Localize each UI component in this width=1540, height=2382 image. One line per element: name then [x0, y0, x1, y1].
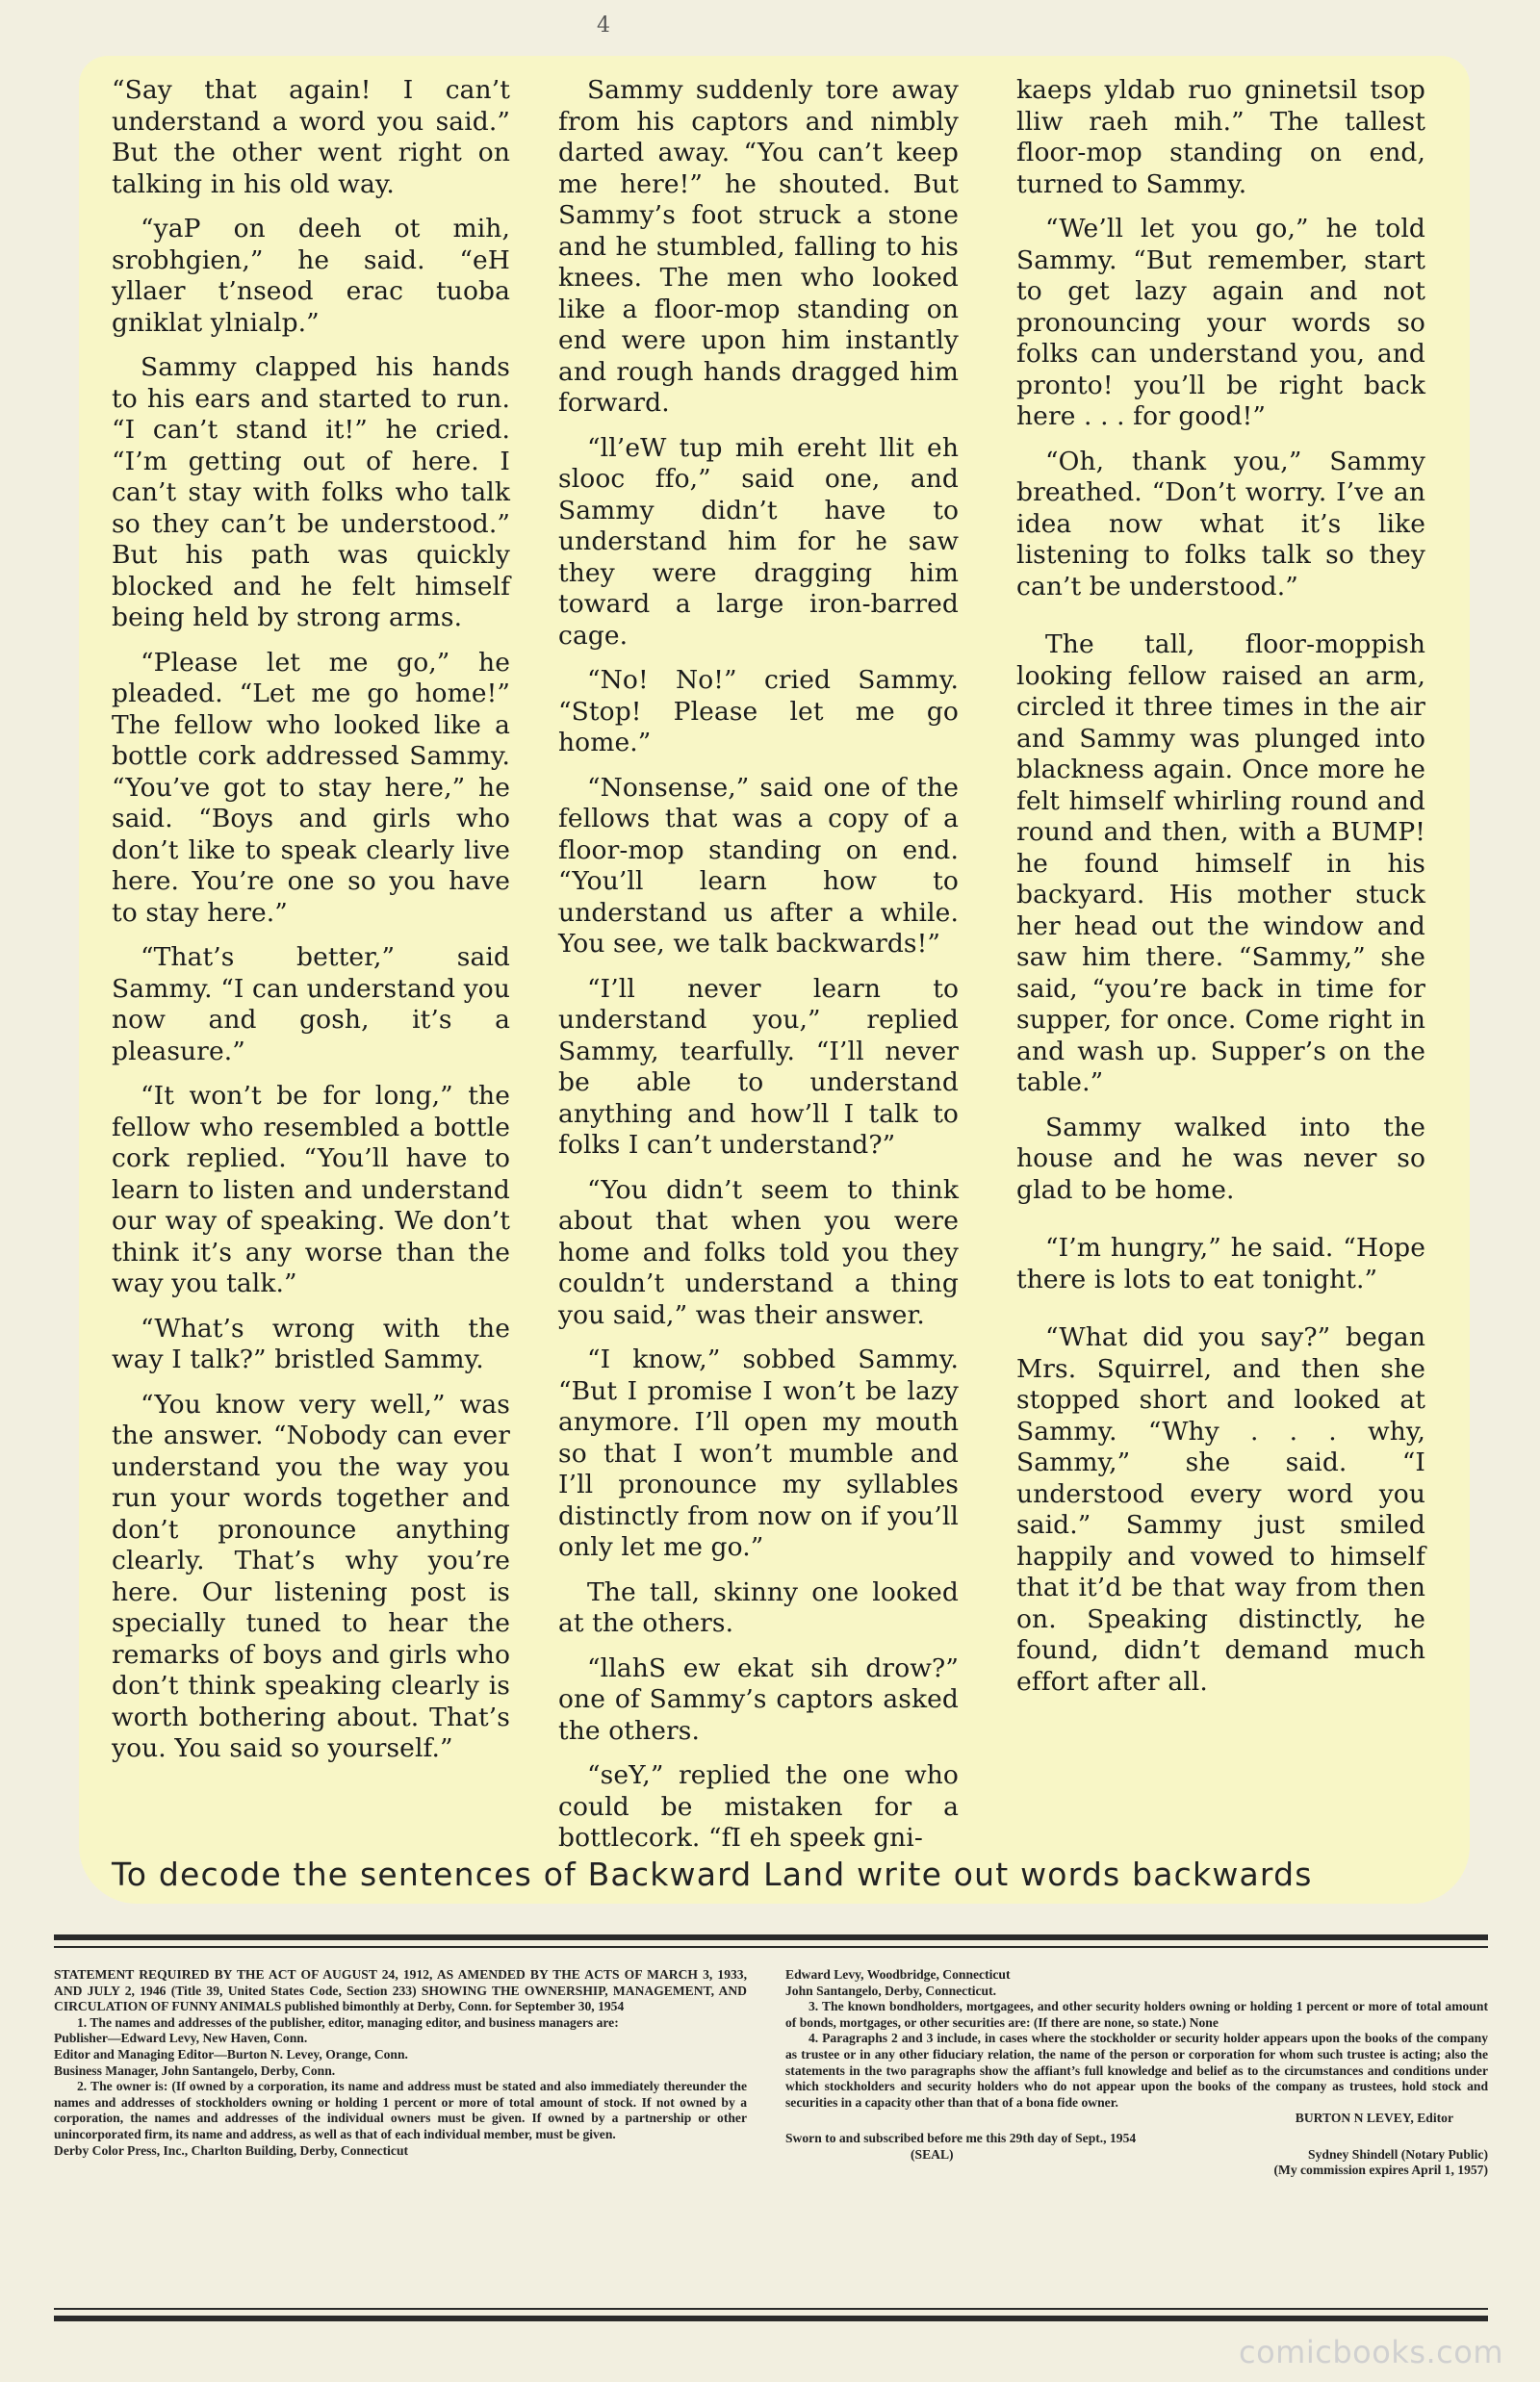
paragraph: “Nonsense,” said one of the fellows that was a copy of a floor-mop standing on end. “You’ll learn how to understand us after a while. You see, we talk backwards!” — [558, 772, 959, 959]
paragraph: “Say that again! I can’t understand a word you said.” But the other went right on talking in his old way. — [112, 75, 510, 199]
paragraph: The tall, skinny one looked at the others. — [558, 1576, 959, 1638]
paragraph: “You didn’t seem to think about that when you were home and folks told you they couldn’t understand a thing you said,” was their answer. — [558, 1174, 959, 1330]
statement-paragraph: 4. Paragraphs 2 and 3 include, in cases where the stockholder or security holder appears upon the books of the company as trustee or in any other fiduciary relation, the name of the person or corporation for whom such trustee is acting; also the statements in the two paragraphs show the affiant’s full knowledge and belief as to the circumstances and conditions under which stockholders and security holders who do not appear upon the books of the company as trustees, hold stock and securities in a capacity other than that of a bona fide owner. — [785, 2031, 1488, 2110]
statement-line: Derby Color Press, Inc., Charlton Building, Derby, Connecticut — [54, 2142, 409, 2158]
paragraph: “What did you say?” began Mrs. Squirrel, and then she stopped short and looked at Sammy. “Why . . . why, Sammy,” she said. “I understood every word you said.” Sammy just smiled happily and vowed to himself that it’d be that way from then on. Speaking distinctly, he found, didn’t demand much effort after all. — [1016, 1322, 1425, 1697]
statement-paragraph: 3. The known bondholders, mortgagees, and other security holders owning or holding 1 percent or more of total amount of bonds, mortgages, or other securities are: (If there are none, so state.) None — [785, 1999, 1488, 2030]
paragraph: “ll’eW tup mih ereht llit eh slooc ffo,” said one, and Sammy didn’t have to understand him for he saw they were dragging him toward a large iron-barred cage. — [558, 432, 959, 651]
paragraph: “seY,” replied the one who could be mistaken for a bottlecork. “fI eh speek gni- — [558, 1760, 959, 1853]
statement-paragraph: 2. The owner is: (If owned by a corporation, its name and address must be stated and also immediately thereunder the names and addresses of stockholders owning or holding 1 percent or more of total amount of stock. If not owned by a corporation, the names and addresses of the individual owners must be given. If owned by a partnership or other unincorporated firm, its name and address, as well as that of each individual member, must be given. — [54, 2079, 747, 2141]
paragraph: “llahS ew ekat sih drow?” one of Sammy’s captors asked the others. — [558, 1652, 959, 1746]
paragraph: “No! No!” cried Sammy. “Stop! Please let me go home.” — [558, 665, 959, 757]
paragraph: “It won’t be for long,” the fellow who resembled a bottle cork replied. “You’ll have to learn to listen and understand our way of speaking. We don’t think it’s any worse than the way you talk.” — [112, 1081, 510, 1298]
paragraph: “I’m hungry,” he said. “Hope there is lots to eat tonight.” — [1016, 1233, 1425, 1294]
story-column-2 — [558, 75, 959, 1868]
paragraph: “yaP on deeh ot mih, srobhgien,” he said. “eH yllaer t’nseod erac tuoba gniklat ylnialp.” — [112, 214, 510, 338]
story-column-1 — [112, 75, 510, 1779]
paragraph: Sammy clapped his hands to his ears and started to run. “I can’t stand it!” he cried. “I’m getting out of here. I can’t stay with folks who talk so they can’t be understood.” But his path was quickly blocked and he felt himself being held by strong arms. — [112, 352, 510, 632]
statement-line: Publisher—Edward Levy, New Haven, Conn. — [54, 2031, 308, 2046]
page-number: 4 — [597, 13, 610, 38]
statement-paragraph: 1. The names and addresses of the publisher, editor, managing editor, and business managers are: — [77, 2014, 619, 2030]
paragraph: “I’ll never learn to understand you,” replied Sammy, tearfully. “I’ll never be able to understand anything and how’ll I talk to folks I can’t understand?” — [558, 973, 959, 1160]
ownership-statement — [54, 1934, 1488, 2321]
paragraph: “Oh, thank you,” Sammy breathed. “Don’t worry. I’ve an idea now what it’s like listening to folks talk so they can’t be understood.” — [1016, 446, 1425, 602]
statement-right-column — [785, 1967, 1488, 2179]
statement-line: Edward Levy, Woodbridge, Connecticut — [785, 1967, 1011, 1982]
editor-signature: BURTON N LEVEY, Editor — [1295, 2111, 1453, 2126]
statement-heading: STATEMENT REQUIRED BY THE ACT OF AUGUST 24, 1912, AS AMENDED BY THE ACTS OF MARCH 3, 1933, AND JULY 2, 1946 (Title 39, United States Code, Section 233) SHOWING THE OWNERSHIP, MANAGEMENT, AND CIRCULATION OF FUNNY ANIMALS published bimonthly at Derby, Conn. for September 30, 1954 — [54, 1967, 747, 2014]
paragraph: “I know,” sobbed Sammy. “But I promise I won’t be lazy anymore. I’ll open my mouth so that I won’t mumble and I’ll pronounce my syllables distinctly from now on if you’ll only let me go.” — [558, 1345, 959, 1562]
paragraph: “You know very well,” was the answer. “Nobody can ever understand you the way you run your words together and don’t pronounce anything clearly. That’s why you’re here. Our listening post is specially tuned to hear the remarks of boys and girls who don’t think speaking clearly is worth bothering about. That’s you. You said so yourself.” — [112, 1389, 510, 1763]
paragraph: “That’s better,” said Sammy. “I can understand you now and gosh, it’s a pleasure.” — [112, 942, 510, 1066]
seal-row — [785, 2147, 1488, 2164]
paragraph: Sammy suddenly tore away from his captors and nimbly darted away. “You can’t keep me here!” he shouted. But Sammy’s foot struck a stone and he stumbled, falling to his knees. The men who looked like a floor-mop standing on end were upon him instantly and rough hands dragged him forward. — [558, 75, 959, 418]
sworn-line: Sworn to and subscribed before me this 29th day of Sept., 1954 — [785, 2130, 1137, 2145]
notary-name: Sydney Shindell (Notary Public) — [1308, 2146, 1488, 2162]
watermark: comicbooks.com — [1238, 2334, 1503, 2370]
paragraph: Sammy walked into the house and he was never so glad to be home. — [1016, 1112, 1425, 1205]
paragraph: “We’ll let you go,” he told Sammy. “But remember, start to get lazy again and not pronouncing your words so folks can understand you, and pronto! you’ll be right back here . . . for good!” — [1016, 214, 1425, 431]
statement-line: Business Manager, John Santangelo, Derby, Conn. — [54, 2062, 336, 2078]
commission-expiry: (My commission expires April 1, 1957) — [1273, 2163, 1488, 2178]
statement-left-column — [54, 1967, 747, 2159]
statement-line: Editor and Managing Editor—Burton N. Levey, Orange, Conn. — [54, 2046, 408, 2062]
paragraph: “What’s wrong with the way I talk?” bristled Sammy. — [112, 1313, 510, 1374]
statement-line: John Santangelo, Derby, Connecticut. — [785, 1983, 997, 1998]
seal-label: (SEAL) — [911, 2146, 954, 2162]
story-column-3 — [1016, 75, 1425, 1711]
decoder-instruction: To decode the sentences of Backward Land write out words backwards — [112, 1856, 1313, 1893]
paragraph: “Please let me go,” he pleaded. “Let me go home!” The fellow who looked like a bottle cork addressed Sammy. “You’ve got to stay here,” he said. “Boys and girls who don’t like to speak clearly live here. You’re one so you have to stay here.” — [112, 647, 510, 928]
paragraph: kaeps yldab ruo gninetsil tsop lliw raeh mih.” The tallest floor-mop standing on end, turned to Sammy. — [1016, 75, 1425, 199]
paragraph: The tall, floor-moppish looking fellow raised an arm, circled it three times in the air and Sammy was plunged into blackness again. Once more he felt himself whirling round and round and then, with a BUMP! he found himself in his backyard. His mother stuck her head out the window and saw him there. “Sammy,” she said, “you’re back in time for supper, for once. Come right in and wash up. Supper’s on the table.” — [1016, 629, 1425, 1097]
